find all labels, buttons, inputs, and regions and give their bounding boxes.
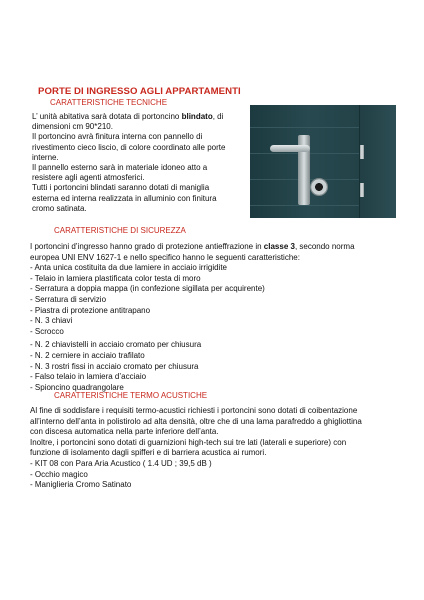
tech-line: L’ unità abitativa sarà dotata di portoncino blindato, di [32, 112, 224, 121]
heading-security: CARATTERISTICHE DI SICUREZZA [54, 226, 186, 235]
acoustic-line: con discesa automatica nella parte inferiore dell’anta. [30, 427, 219, 437]
acoustic-text [30, 406, 410, 491]
list-item: - KIT 08 con Para Aria Acustico ( 1.4 UD ; 39,5 dB ) [30, 458, 212, 468]
security-intro: I portoncini d’ingresso hanno grado di protezione antieffrazione in classe 3, secondo norma [30, 242, 355, 251]
tech-line: dimensioni cm 90*210. [32, 122, 113, 132]
list-item: - Serratura a doppia mappa (in confezione sigillata per acquirente) [30, 284, 265, 294]
list-item: - Anta unica costituita da due lamiere in acciaio irrigidite [30, 263, 227, 273]
tech-line: rivestimento cieco liscio, di colore coordinato alle porte [32, 142, 226, 152]
tech-line: cromo satinata. [32, 203, 87, 213]
list-item: - Falso telaio in lamiera d’acciaio [30, 372, 147, 382]
tech-line: esterna ed interna realizzata in alluminio con finitura [32, 193, 217, 203]
list-item: - Telaio in lamiera plastificata color testa di moro [30, 273, 201, 283]
list-item: - Serratura di servizio [30, 294, 107, 304]
acoustic-line: funzione di isolamento dagli spifferi e di barriera acustica ai rumori. [30, 448, 267, 458]
tech-line: resistere agli agenti atmosferici. [32, 173, 145, 183]
lock-bolt [360, 145, 364, 159]
acoustic-line: Al fine di soddisfare i requisiti termo-acustici richiesti i portoncini sono dotati di coibentazione [30, 406, 358, 415]
acoustic-line: all’interno dell’anta in polistirolo ad alta densità, oltre che di una lama parafreddo a ghigliottina [30, 416, 362, 426]
door-frame [359, 105, 396, 218]
list-item: - N. 2 cerniere in acciaio trafilato [30, 350, 145, 360]
security-text [30, 242, 410, 393]
list-item: - N. 3 rostri fissi in acciaio cromato per chiusura [30, 361, 199, 371]
tech-line: Il pannello esterno sarà in materiale idoneo atto a [32, 163, 208, 173]
list-item: - Piastra di protezione antitrapano [30, 305, 151, 315]
lock-cylinder [310, 178, 328, 196]
tech-line: Tutti i portoncini blindati saranno dotati di maniglia [32, 183, 210, 193]
tech-line: Il portoncino avrà finitura interna con pannello di [32, 132, 203, 142]
list-item: - Maniglieria Cromo Satinato [30, 480, 132, 490]
door-lever [270, 145, 310, 152]
list-item: - N. 3 chiavi [30, 316, 73, 326]
page-title: PORTE DI INGRESSO AGLI APPARTAMENTI [38, 86, 241, 97]
technical-text [32, 112, 254, 214]
acoustic-line: Inoltre, i portoncini sono dotati di guarnizioni high-tech sui tre lati (laterali e superiore) con [30, 437, 347, 447]
security-intro-line2: europea UNI ENV 1627-1 e nello specifico hanno le seguenti caratteristiche: [30, 252, 300, 262]
lock-bolt [360, 183, 364, 197]
heading-acoustic: CARATTERISTICHE TERMO ACUSTICHE [54, 391, 208, 400]
list-item: - Scrocco [30, 326, 64, 336]
door-handle-photo [250, 105, 396, 218]
tech-line: interne. [32, 152, 59, 162]
list-item: - Spioncino quadrangolare [30, 382, 124, 392]
list-item: - Occhio magico [30, 469, 88, 479]
heading-technical: CARATTERISTICHE TECNICHE [50, 98, 168, 107]
list-item: - N. 2 chiavistelli in acciaio cromato per chiusura [30, 340, 202, 350]
